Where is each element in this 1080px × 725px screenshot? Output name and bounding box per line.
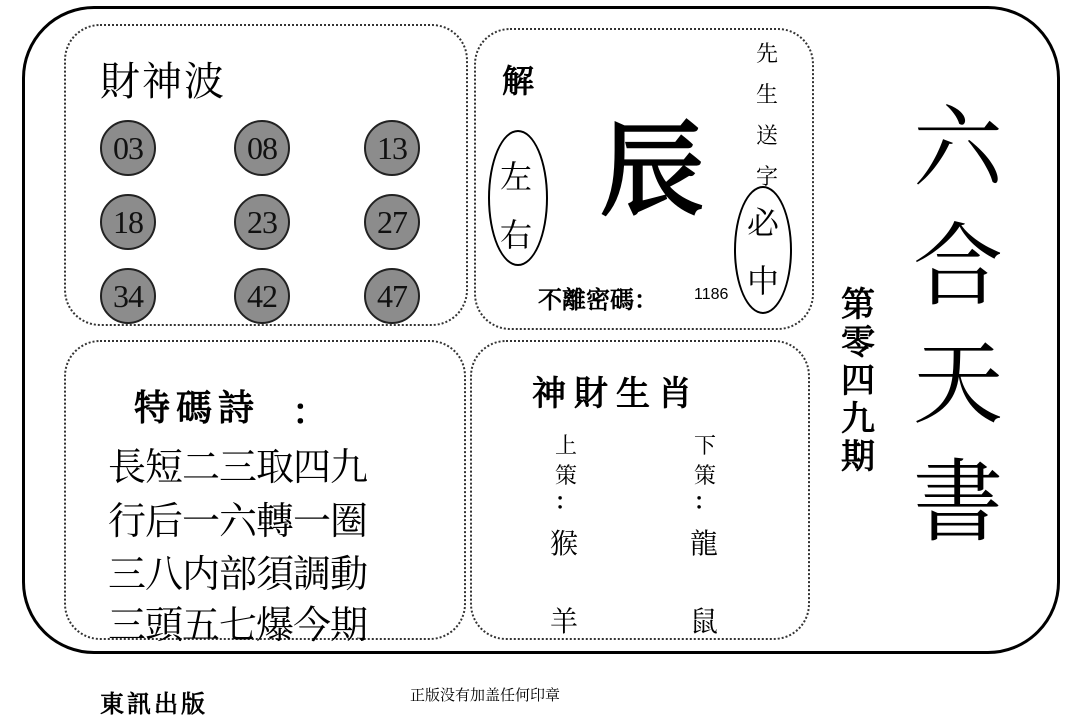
issue-char: 零 (841, 323, 875, 363)
number-ball: 08 (234, 120, 290, 176)
number-ball: 13 (364, 120, 420, 176)
poem-line: 長短二三取四九 (108, 445, 368, 489)
upper-colon: ： (554, 490, 577, 515)
issue-char: 第 (841, 285, 875, 325)
number-ball: 42 (234, 268, 290, 324)
title-char: 天 (913, 332, 1003, 437)
poem-title: 特碼詩 (134, 388, 261, 429)
title-char: 書 (913, 450, 1003, 555)
upper-strategy-label (551, 432, 581, 514)
issue-char: 四 (841, 361, 875, 401)
vertical-char: 送 (755, 124, 778, 149)
vertical-char: 先 (755, 42, 778, 67)
must-char: 必 (747, 204, 780, 242)
title-char: 合 (913, 214, 1003, 319)
upper-char: 上 (554, 434, 577, 459)
vertical-char: 生 (755, 83, 778, 108)
solve-label: 解 (502, 62, 535, 100)
number-ball: 23 (234, 194, 290, 250)
poem-line: 三八内部須調動 (108, 552, 368, 596)
number-ball: 27 (364, 194, 420, 250)
strategy-char: 策 (554, 464, 577, 489)
lower-char: 下 (693, 434, 716, 459)
vertical-char: 字 (755, 165, 778, 190)
poem-colon: ： (292, 392, 329, 433)
number-ball: 47 (364, 268, 420, 324)
authenticity-note: 正版没有加盖任何印章 (410, 686, 561, 704)
title-char: 六 (913, 96, 1003, 201)
number-ball: 18 (100, 194, 156, 250)
issue-number (838, 286, 878, 476)
number-ball: 03 (100, 120, 156, 176)
publication-title (908, 90, 1008, 562)
issue-char: 期 (841, 437, 875, 477)
zodiac-animal: 龍 (690, 527, 719, 560)
publisher: 東訊出版 (100, 690, 208, 718)
main-character: 辰 (600, 109, 705, 231)
code-value: 1186 (694, 286, 729, 303)
poem-line: 行后一六轉一圈 (108, 499, 368, 543)
left-char: 左 (500, 158, 533, 196)
lower-strategy-label (690, 432, 720, 514)
wave-title: 財神波 (100, 59, 226, 105)
number-ball: 34 (100, 268, 156, 324)
code-label: 不離密碼： (538, 286, 658, 314)
vertical-caption (754, 34, 780, 198)
strategy-char: 策 (693, 464, 716, 489)
lower-colon: ： (693, 490, 716, 515)
right-char: 右 (500, 216, 533, 254)
issue-char: 九 (841, 399, 875, 439)
zodiac-title: 神財生肖 (532, 374, 700, 414)
zodiac-animal: 猴 (550, 527, 579, 560)
poem-line: 三頭五七爆今期 (108, 603, 368, 647)
zodiac-animal: 羊 (550, 605, 579, 638)
zodiac-animal: 鼠 (690, 605, 719, 638)
hit-char: 中 (747, 262, 780, 300)
